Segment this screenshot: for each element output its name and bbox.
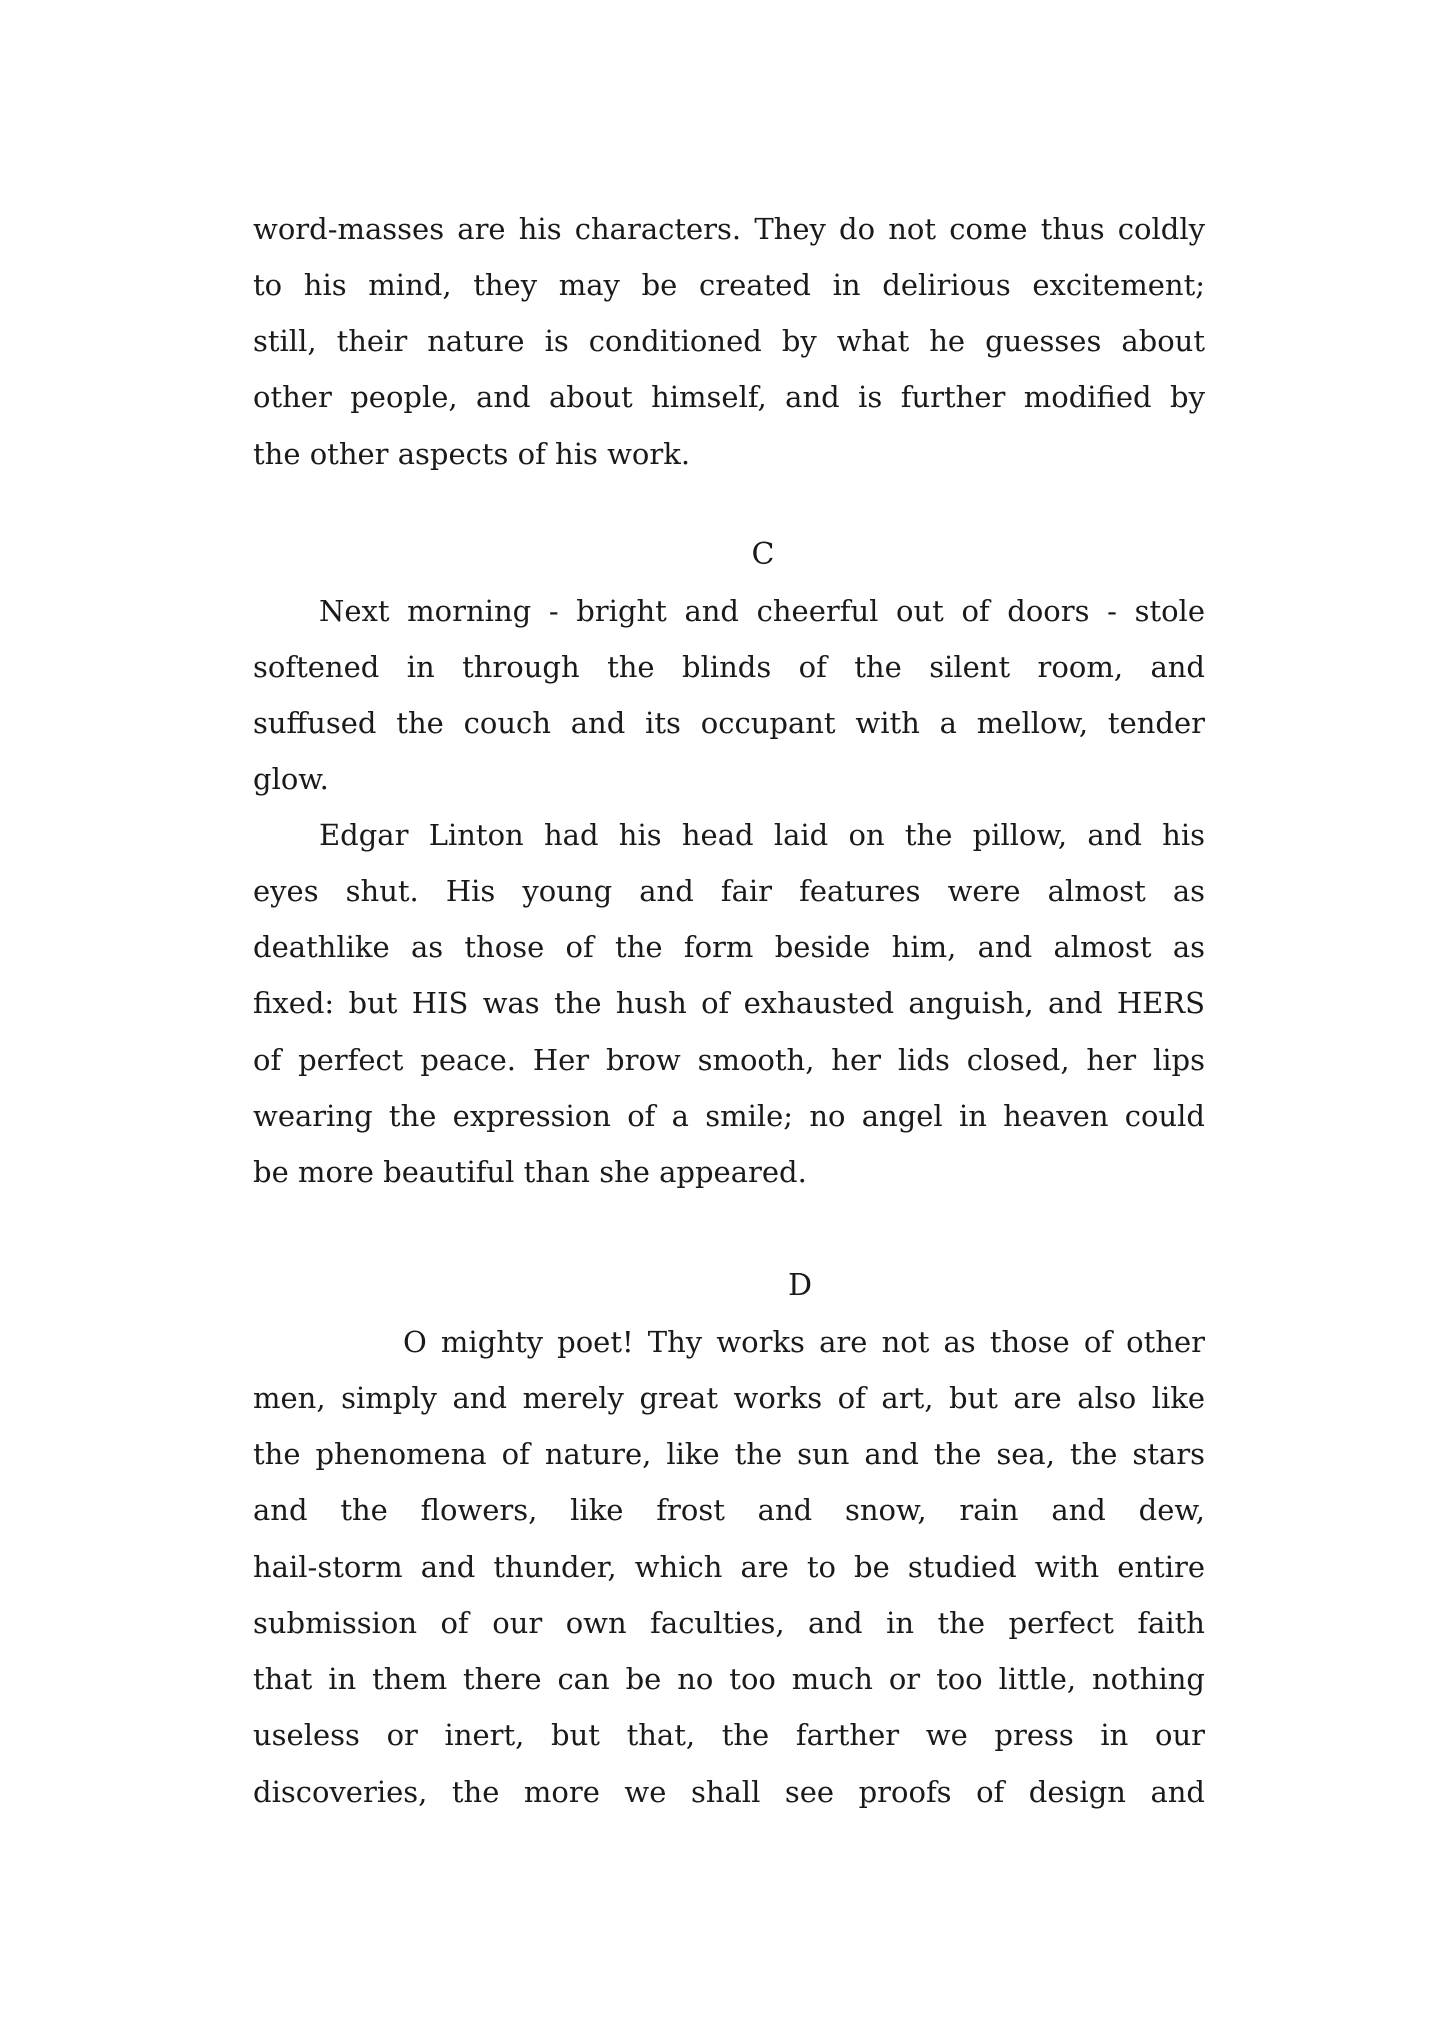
text-line: still, their nature is conditioned by what he guesses about [253,324,1205,358]
text-line: that in them there can be no too much or too little, nothing [253,1662,1205,1696]
text-line: O mighty poet! Thy works are not as those of other [403,1325,1205,1359]
text-line: softened in through the blinds of the silent room, and [253,650,1205,684]
text-line: hail-storm and thunder, which are to be studied with entire [253,1550,1205,1584]
text-line: men, simply and merely great works of art, but are also like [253,1381,1205,1415]
text-line: suffused the couch and its occupant with a mellow, tender [253,706,1205,740]
text-line: Next morning - bright and cheerful out of doors - stole [319,594,1205,628]
text-line: the other aspects of his work. [253,437,691,471]
text-line: other people, and about himself, and is further modified by [253,380,1205,414]
text-line: to his mind, they may be created in delirious excitement; [253,268,1205,302]
text-line: eyes shut. His young and fair features were almost as [253,874,1205,908]
section-heading-d: D [787,1268,813,1303]
text-line: be more beautiful than she appeared. [253,1155,807,1189]
text-line: submission of our own faculties, and in the perfect faith [253,1606,1205,1640]
text-line: Edgar Linton had his head laid on the pillow, and his [319,818,1205,852]
text-line: deathlike as those of the form beside him, and almost as [253,930,1205,964]
text-line: discoveries, the more we shall see proofs of design and [253,1775,1205,1809]
text-line: fixed: but HIS was the hush of exhausted anguish, and HERS [253,986,1205,1020]
text-line: wearing the expression of a smile; no angel in heaven could [253,1099,1205,1133]
text-line: of perfect peace. Her brow smooth, her lids closed, her lips [253,1043,1205,1077]
text-line: useless or inert, but that, the farther we press in our [253,1718,1205,1752]
section-heading-c: C [751,537,775,572]
text-line: glow. [253,762,329,796]
text-line: word-masses are his characters. They do not come thus coldly [253,212,1205,246]
text-line: the phenomena of nature, like the sun and the sea, the stars [253,1437,1205,1471]
text-line: and the flowers, like frost and snow, rain and dew, [253,1493,1205,1527]
